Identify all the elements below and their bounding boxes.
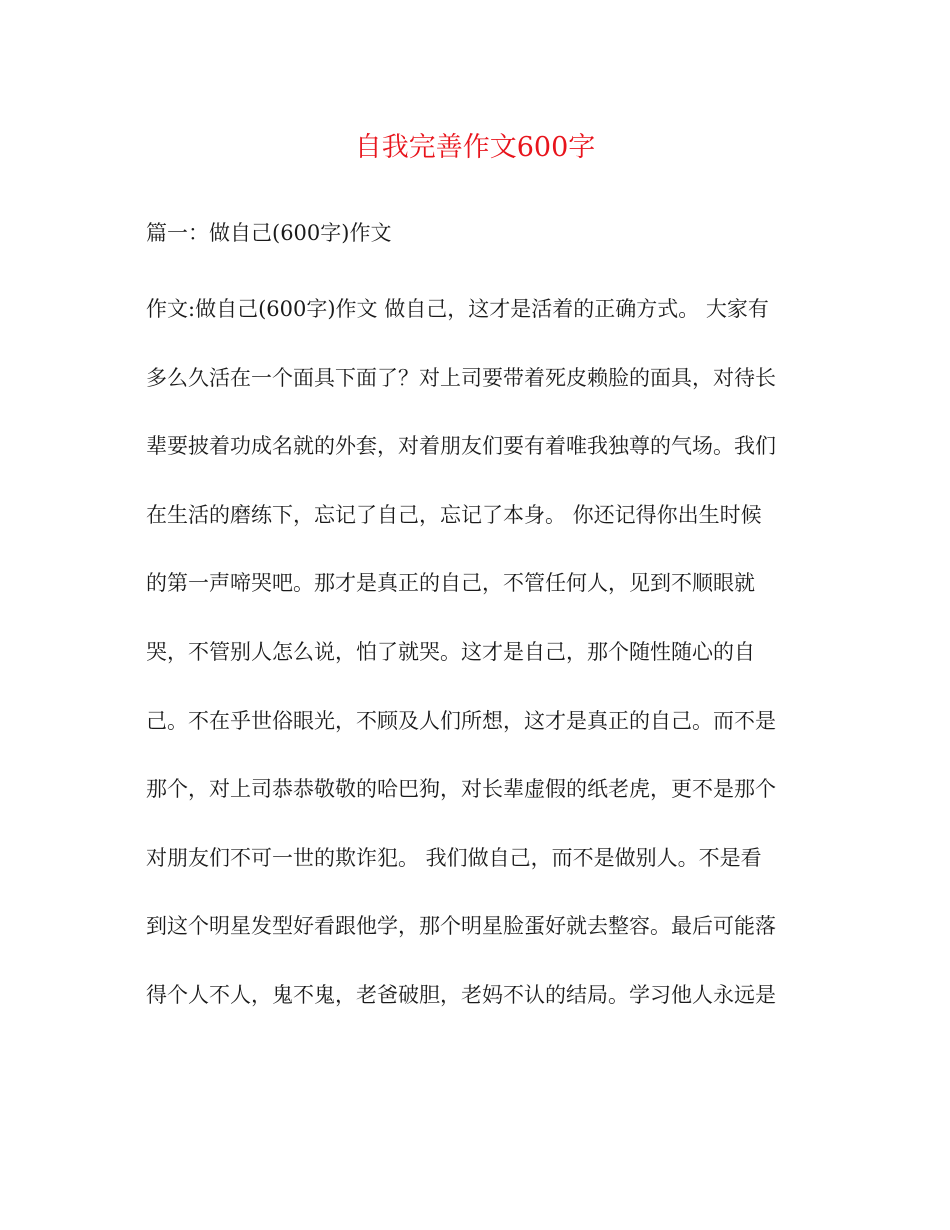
- essay-line: 得个人不人，鬼不鬼，老爸破胆，老妈不认的结局。学习他人永远是: [146, 982, 776, 1007]
- essay-line: 多么久活在一个面具下面了？对上司要带着死皮赖脸的面具，对待长: [146, 365, 776, 390]
- essay-line: 那个，对上司恭恭敬敬的哈巴狗，对长辈虚假的纸老虎，更不是那个: [146, 777, 776, 802]
- essay-line: 的第一声啼哭吧。那才是真正的自己，不管任何人，见到不顺眼就: [146, 571, 755, 596]
- essay-line: 辈要披着功成名就的外套，对着朋友们要有着唯我独尊的气场。我们: [146, 434, 776, 459]
- section-heading: 篇一：做自己(600字)作文: [146, 221, 392, 245]
- essay-line: 己。不在乎世俗眼光，不顾及人们所想，这才是真正的自己。而不是: [146, 708, 776, 733]
- essay-line: 哭，不管别人怎么说，怕了就哭。这才是自己，那个随性随心的自: [146, 639, 755, 664]
- essay-line: 对朋友们不可一世的欺诈犯。 我们做自己，而不是做别人。不是看: [146, 845, 762, 870]
- essay-line: 在生活的磨练下，忘记了自己，忘记了本身。 你还记得你出生时候: [146, 502, 762, 527]
- document-title: 自我完善作文600字: [354, 132, 596, 163]
- essay-line: 到这个明星发型好看跟他学，那个明星脸蛋好就去整容。最后可能落: [146, 914, 776, 939]
- essay-line: 作文:做自己(600字)作文 做自己，这才是活着的正确方式。 大家有: [146, 297, 769, 321]
- essay-body: [146, 287, 826, 1042]
